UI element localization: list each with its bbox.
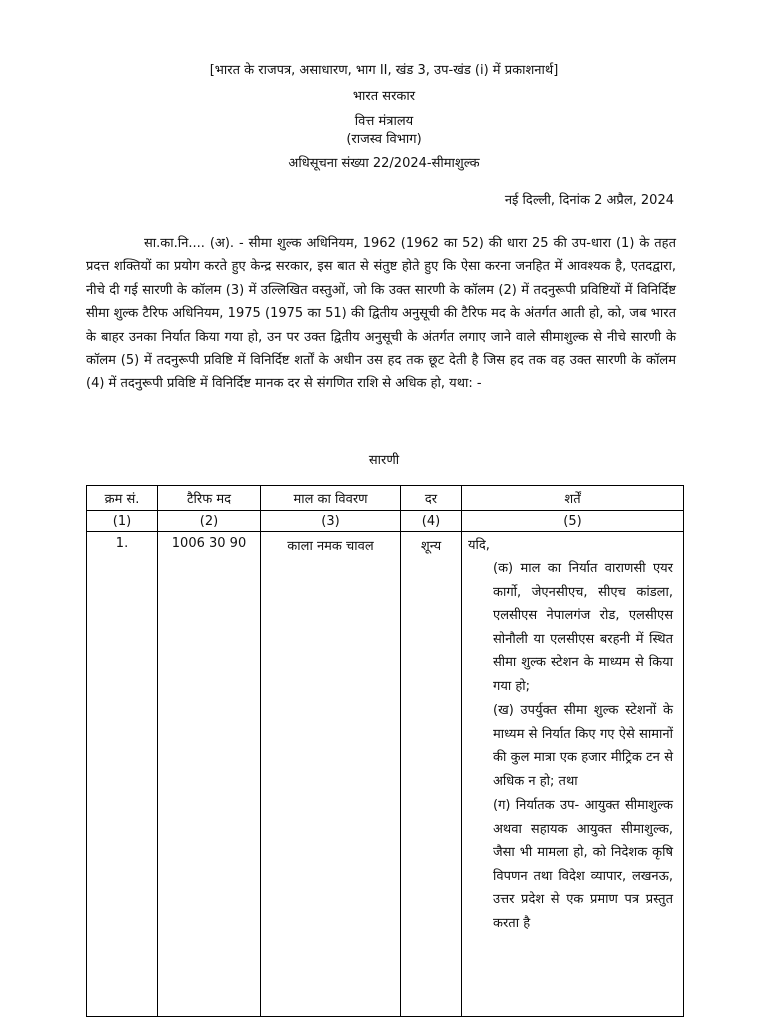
header-serial: क्रम सं. <box>87 486 158 511</box>
column-number: (4) <box>401 511 462 532</box>
department-name: (राजस्व विभाग) <box>346 132 422 147</box>
header-rate: दर <box>401 486 462 511</box>
header-tariff-item: टैरिफ मद <box>158 486 261 511</box>
conditions-intro: यदि, <box>468 538 490 553</box>
column-number: (2) <box>158 511 261 532</box>
body-paragraph: सा.का.नि.... (अ). - सीमा शुल्क अधिनियम, 1962 (1962 का 52) की धारा 25 की उप-धारा (1) के तहत प्रदत्त शक्तियों का प्रयोग करते हुए केन्द्र सरकार, इस बात से संतुष्ट होते हुए कि ऐसा करना जनहित में आवश्यक है, एतदद्वारा, नीचे दी गई सारणी के कॉलम (3) में उल्लिखित वस्तुओं, जो कि उक्त सारणी के कॉलम (2) में तदनुरूपी प्रविष्टियों में विनिर्दिष्ट सीमा शुल्क टैरिफ अधिनियम, 1975 (1975 का 51) की द्वितीय अनुसूची की टैरिफ मद के अंतर्गत आती हो, को, जब भारत के बाहर उनका निर्यात किया गया हो, उन पर उक्त द्वितीय अनुसूची के अंतर्गत लगाए जाने वाले सीमाशुल्क से नीचे सारणी के कॉलम (5) में तदनुरूपी प्रविष्टि में विनिर्दिष्ट शर्तों के अधीन उस हद तक छूट देती है जिस हद तक वह उक्त सारणी के कॉलम (4) में तदनुरूपी प्रविष्टि में विनिर्दिष्ट मानक दर से संगणित राशि से अधिक हो, यथा: - <box>86 236 676 392</box>
place-date: नई दिल्ली, दिनांक 2 अप्रैल, 2024 <box>504 193 674 208</box>
column-number: (1) <box>87 511 158 532</box>
table-header-row <box>87 486 684 511</box>
notification-number: अधिसूचना संख्या 22/2024-सीमाशुल्क <box>288 156 480 171</box>
ministry-name: वित्त मंत्रालय <box>354 114 414 129</box>
table-caption: सारणी <box>368 453 400 468</box>
government-name: भारत सरकार <box>352 89 416 104</box>
publication-note: [भारत के राजपत्र, असाधारण, भाग II, खंड 3, उप-खंड (i) में प्रकाशनार्थ] <box>209 63 559 78</box>
condition-item: (ख) उपर्युक्त सीमा शुल्क स्टेशनों के माध्यम से निर्यात किए गए ऐसे सामानों की कुल मात्रा एक हजार मीट्रिक टन से अधिक न हो; तथा <box>493 703 673 789</box>
rate-cell: शून्य <box>401 532 462 1017</box>
conditions-cell <box>462 532 684 1017</box>
tariff-item-cell: 1006 30 90 <box>158 532 261 1017</box>
condition-item: (क) माल का निर्यात वाराणसी एयर कार्गो, जेएनसीएच, सीएच कांडला, एलसीएस नेपालगंज रोड, एलसीएस सोनौली या एलसीएस बरहनी में स्थित सीमा शुल्क स्टेशन के माध्यम से किया गया हो; <box>493 561 673 694</box>
header-description: माल का विवरण <box>261 486 401 511</box>
serial-cell: 1. <box>87 532 158 1017</box>
column-number-row <box>87 511 684 532</box>
header-conditions: शर्तें <box>462 486 684 511</box>
column-number: (5) <box>462 511 684 532</box>
condition-item: (ग) निर्यातक उप- आयुक्त सीमाशुल्क अथवा सहायक आयुक्त सीमाशुल्क, जैसा भी मामला हो, को निदेशक कृषि विपणन तथा विदेश व्यापार, लखनऊ, उत्तर प्रदेश से एक प्रमाण पत्र प्रस्तुत करता है <box>493 798 673 931</box>
schedule-table <box>86 485 684 1017</box>
column-number: (3) <box>261 511 401 532</box>
description-cell: काला नमक चावल <box>261 532 401 1017</box>
table-row <box>87 532 684 1017</box>
